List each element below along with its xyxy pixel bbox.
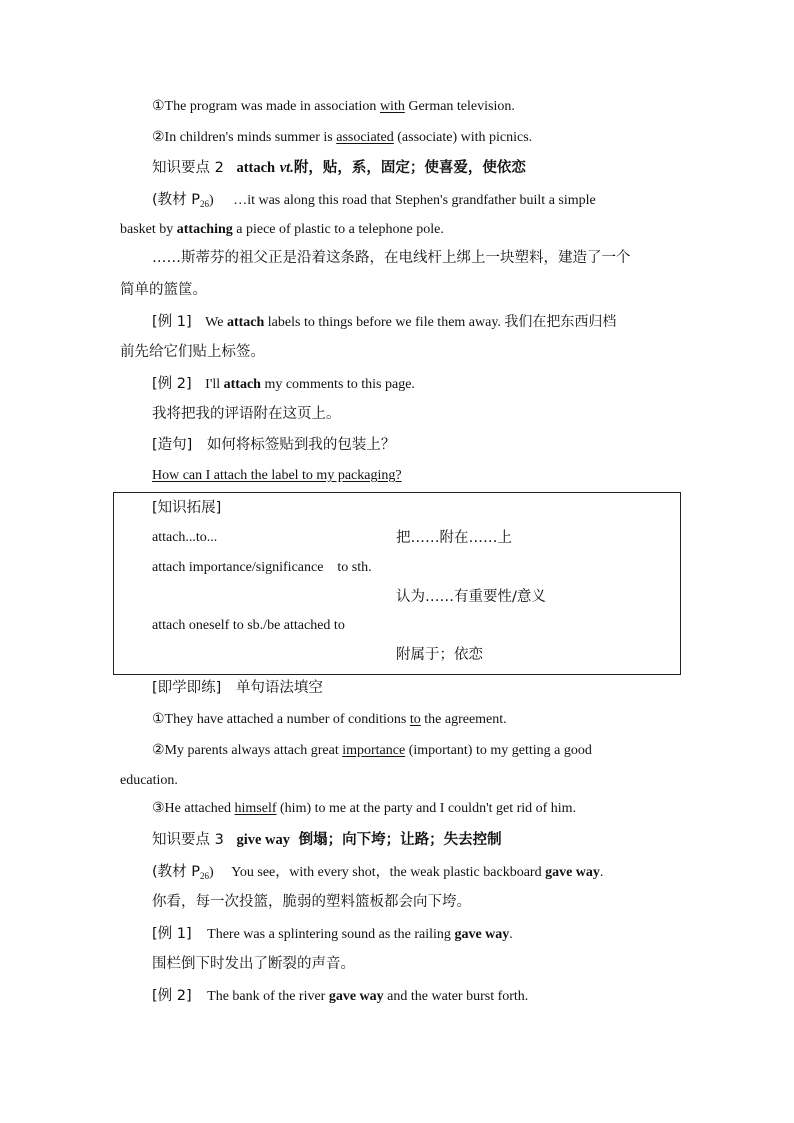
answer-blank: associated [336, 130, 394, 145]
practice-title: [即学即练] [152, 680, 222, 696]
page-number: 26 [200, 871, 210, 881]
practice-heading [152, 678, 323, 698]
expansion-phrase: attach importance/significance to sth. [152, 560, 372, 575]
text: (important) to my getting a good [405, 743, 592, 758]
expansion-title: [知识拓展] [152, 500, 222, 516]
practice-question-2-line2: education. [120, 773, 178, 788]
translation-line: 简单的篮筐。 [120, 282, 207, 298]
source-label: (教材 P [152, 192, 201, 208]
example-1 [152, 924, 513, 945]
example-label: [例 2] [152, 988, 192, 1004]
text: . [599, 865, 604, 880]
keyword: attach [226, 315, 265, 330]
example-line [152, 97, 515, 117]
practice-question-1 [152, 710, 507, 730]
text: ②In children's minds summer is [152, 130, 337, 145]
text: I'll [205, 377, 224, 392]
answer-blank: importance [342, 743, 406, 758]
heading-number: 知识要点 3 [152, 832, 224, 848]
practice-question-3 [152, 799, 576, 819]
example-1-translation: 围栏倒下时发出了断裂的声音。 [152, 956, 355, 972]
text: We [205, 315, 227, 330]
text: labels to things before we file them away. 我们在把东西归档 [264, 315, 617, 330]
heading-meaning: 附，贴，系，固定；使喜爱，使依恋 [293, 160, 526, 176]
expansion-meaning: 认为……有重要性/意义 [396, 589, 546, 605]
make-prompt: 如何将标签贴到我的包装上？ [206, 437, 396, 453]
sentence-making [152, 435, 395, 455]
example-2 [152, 986, 528, 1007]
practice-question-2 [152, 741, 673, 761]
heading-word: attach [236, 160, 276, 176]
keyword: gave way [328, 989, 384, 1004]
answer-blank: to [409, 712, 421, 727]
example-label: [例 2] [152, 376, 192, 392]
expansion-meaning: 把……附在……上 [396, 530, 512, 546]
text: a piece of plastic to a telephone pole. [232, 222, 444, 237]
source-label: (教材 P [152, 864, 201, 880]
source-text-line2 [120, 220, 444, 240]
practice-subtitle: 单句语法填空 [235, 680, 323, 696]
expansion-phrase: attach oneself to sb./be attached to [152, 618, 345, 633]
answer-blank: himself [234, 801, 277, 816]
text: . [509, 927, 513, 942]
heading-number: 知识要点 2 [152, 160, 224, 176]
source-translation: 你看，每一次投篮，脆弱的塑料篮板都会向下垮。 [152, 894, 471, 910]
text: basket by [120, 222, 177, 237]
text: ③He attached [152, 801, 235, 816]
keyword: gave way [545, 865, 600, 880]
example-label: [例 1] [152, 314, 192, 330]
example-label: [例 1] [152, 926, 192, 942]
keyword: attaching [176, 222, 233, 237]
page-number: 26 [200, 199, 210, 209]
example-1-line2: 前先给它们贴上标签。 [120, 344, 265, 360]
text: and the water burst forth. [383, 989, 529, 1004]
textbook-source [152, 190, 669, 214]
text: ①They have attached a number of conditions [152, 712, 410, 727]
text: ①The program was made in association [152, 99, 380, 114]
knowledge-point-heading [152, 830, 502, 850]
make-label: [造句] [152, 437, 193, 453]
heading-pos: vt. [279, 160, 294, 176]
text: The bank of the river [207, 989, 329, 1004]
keyword: attach [223, 377, 261, 392]
text: German television. [404, 99, 515, 114]
translation-line: ……斯蒂芬的祖父正是沿着这条路，在电线杆上绑上一块塑料，建造了一个 [152, 250, 631, 266]
source-label-end: ) [209, 865, 214, 880]
example-2-translation: 我将把我的评语附在这页上。 [152, 406, 341, 422]
text: (associate) with picnics. [393, 130, 533, 145]
example-line [152, 128, 532, 148]
example-2 [152, 374, 415, 395]
knowledge-point-heading [152, 158, 526, 178]
text: ②My parents always attach great [152, 743, 343, 758]
text: There was a splintering sound as the railing [207, 927, 455, 942]
source-text: You see，with every shot，the weak plastic backboard [231, 865, 546, 880]
text: (him) to me at the party and I couldn't get rid of him. [276, 801, 577, 816]
heading-word: give way [236, 832, 291, 848]
expansion-phrase: attach...to... [152, 530, 218, 545]
text: the agreement. [420, 712, 507, 727]
answer-blank: with [379, 99, 405, 114]
textbook-source [152, 862, 603, 886]
source-text: …it was along this road that Stephen's grandfather built a simple [233, 193, 596, 208]
source-label-end: ) [209, 193, 214, 208]
sentence-answer: How can I attach the label to my packaging? [152, 468, 402, 483]
expansion-meaning: 附属于；依恋 [396, 647, 483, 663]
text: my comments to this page. [260, 377, 415, 392]
keyword: gave way [454, 927, 510, 942]
heading-meaning: 倒塌；向下垮；让路；失去控制 [298, 832, 502, 848]
example-1 [152, 312, 616, 333]
